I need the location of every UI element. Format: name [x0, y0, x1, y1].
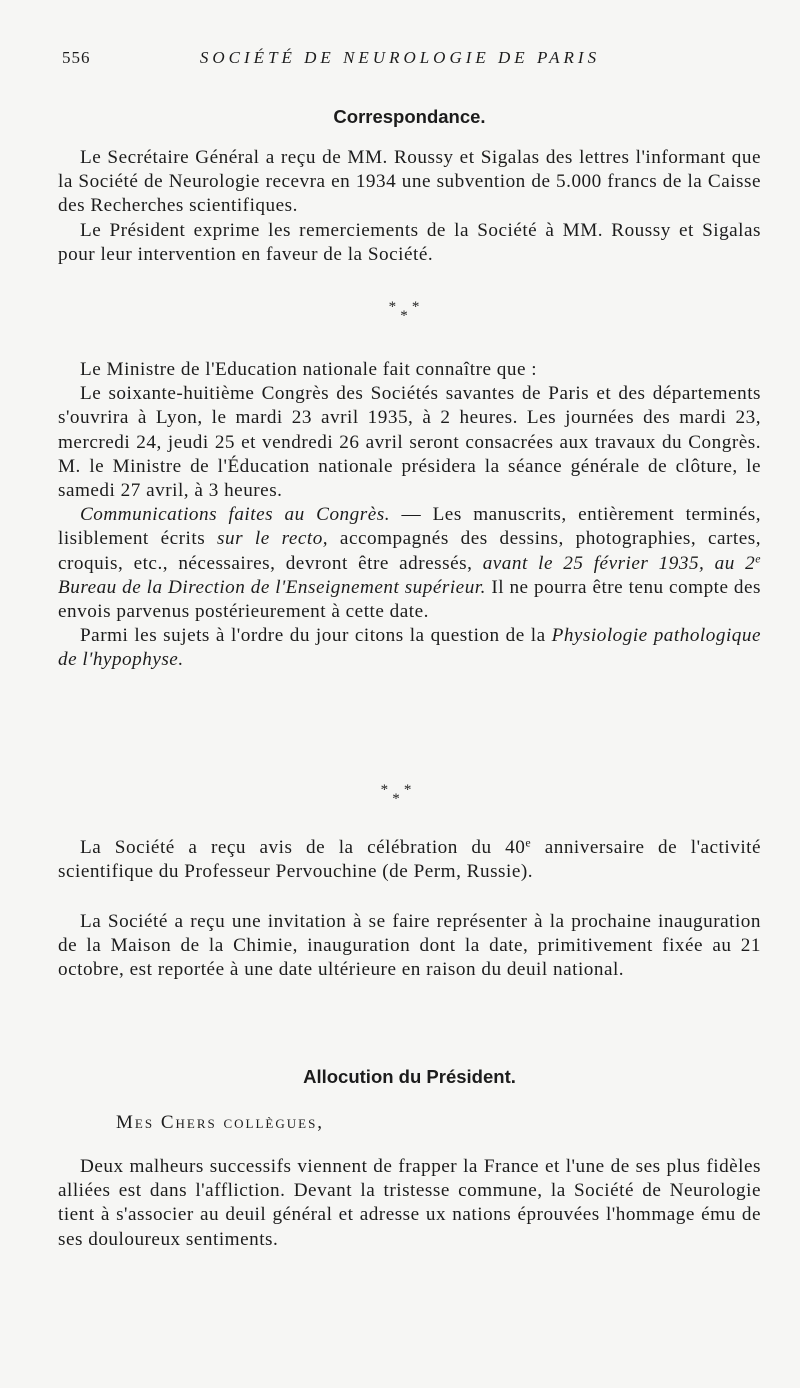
running-head [62, 48, 738, 72]
anniversary-section [58, 836, 761, 884]
page-number: 556 [62, 48, 91, 67]
invitation-paragraph: La Société a reçu une invitation à se faire représenter à la prochaine inauguration de la Maison de la Chimie, inauguration dont la date, primitivement fixée au 21 octobre, est reportée à une date ultérieure en raison du deuil national. [58, 911, 761, 981]
correspondence-paragraph-1: Le Secrétaire Général a reçu de MM. Roussy et Sigalas des lettres l'informant que la Société de Neurologie recevra en 1934 une subvention de 5.000 francs de la Caisse des Recherches scientifiques. [58, 147, 761, 217]
deadline-text: avant le 25 février 1935, au 2 [482, 552, 756, 574]
asterism-separator-1: * * * [388, 299, 426, 324]
correspondence-section [58, 146, 761, 267]
asterism-separator-2: * * * [380, 782, 418, 807]
ministry-intro: Le Ministre de l'Education nationale fait connaître que : [80, 359, 538, 380]
invitation-section [58, 910, 761, 983]
correspondence-heading: Correspondance. [333, 106, 486, 127]
communications-paragraph: Communications faites au Congrès. — Les manuscrits, entièrement terminés, lisiblement écrits sur le recto, accompagnés des dessins, photographies, cartes, croquis, etc., nécessaires, devront être adressés, avant le 25 février 1935, au 2e Bureau de la Direction de l'Enseignement supérieur. Il ne pourra être tenu compte des envois parvenus postérieurement à cette date. [58, 504, 762, 623]
salutation: Mes Chers collègues, [116, 1112, 325, 1133]
address-section [58, 1155, 761, 1252]
ministry-section [58, 358, 761, 673]
agenda-topic: Physiologie pathologique de l'hypophyse. [58, 625, 761, 671]
correspondence-paragraph-2: Le Président exprime les remerciements de la Société à MM. Roussy et Sigalas pour leur intervention en faveur de la Société. [58, 219, 761, 265]
address-paragraph: Deux malheurs successifs viennent de frapper la France et l'une de ses plus fidèles alliées est dans l'affliction. Devant la tristesse commune, la Société de Neurologie tient à s'associer au deuil général et adresse ux nations éprouvées l'hommage ému de ses douloureux sentiments. [58, 1156, 761, 1250]
address-heading: Allocution du Président. [303, 1066, 516, 1087]
congress-announcement: Le soixante-huitième Congrès des Sociétés savantes de Paris et des départements s'ouvrira à Lyon, le mardi 23 avril 1935, à 2 heures. Les journées des mardi 23, mercredi 24, jeudi 25 et vendredi 26 avril seront consacrées aux travaux du Congrès. M. le Ministre de l'Éducation nationale présidera la séance générale de clôture, le samedi 27 avril, à 3 heures. [58, 383, 761, 502]
journal-title: SOCIÉTÉ DE NEUROLOGIE DE PARIS [199, 48, 601, 67]
communications-title: Communications faites au Congrès. [80, 504, 390, 526]
agenda-paragraph: Parmi les sujets à l'ordre du jour citons la question de la Physiologie pathologique de l'hypophyse. [58, 625, 761, 671]
anniversary-paragraph: La Société a reçu avis de la célébration du 40e anniversaire de l'activité scientifique du Professeur Pervouchine (de Perm, Russie). [58, 835, 761, 883]
